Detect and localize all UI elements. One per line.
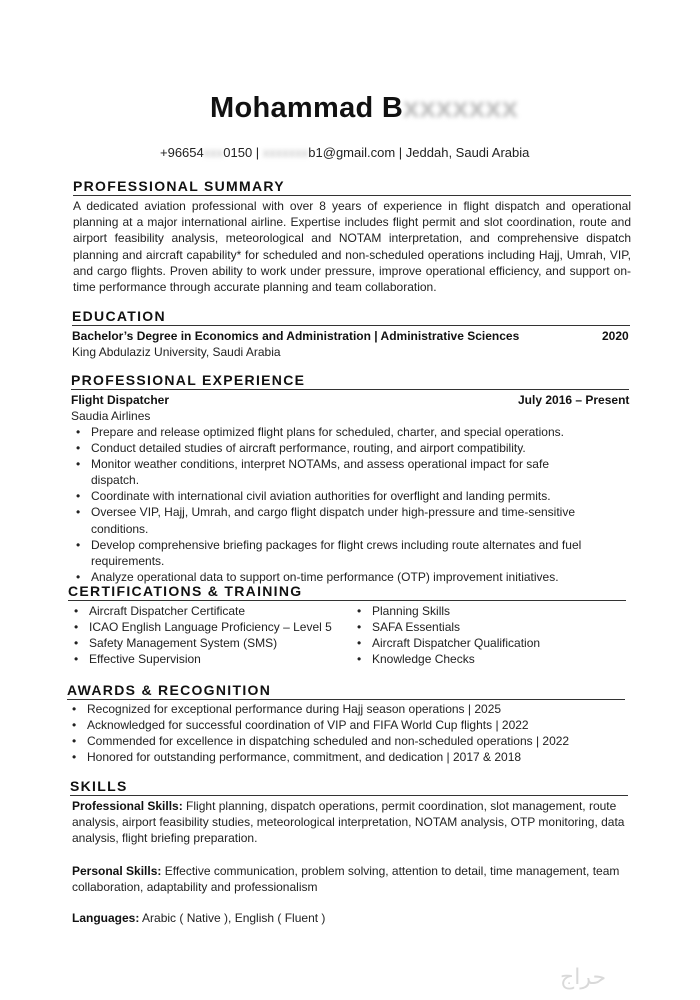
section-title-experience: PROFESSIONAL EXPERIENCE — [71, 372, 306, 388]
section-rule — [70, 795, 628, 796]
list-item: • SAFA Essentials — [353, 619, 613, 635]
list-item: • Oversee VIP, Hajj, Umrah, and cargo flight dispatch under high-pressure and time-sensitive conditions. — [72, 504, 590, 536]
awards-list — [68, 701, 628, 765]
job-company: Saudia Airlines — [71, 409, 151, 423]
section-rule — [68, 600, 626, 601]
section-title-education: EDUCATION — [72, 308, 166, 324]
email-redacted: xxxxxxx — [262, 145, 309, 160]
list-item: • Prepare and release optimized flight plans for scheduled, charter, and special operations. — [72, 424, 590, 440]
section-title-awards: AWARDS & RECOGNITION — [67, 682, 272, 698]
list-item: • Develop comprehensive briefing packages for flight crews including route alternates and fuel requirements. — [72, 537, 590, 569]
experience-bullets — [72, 424, 590, 585]
section-rule — [67, 699, 625, 700]
certifications-right — [353, 603, 613, 667]
job-dates: July 2016 – Present — [518, 393, 630, 407]
candidate-name: Mohammad Bxxxxxxx — [210, 92, 519, 124]
list-item: • Aircraft Dispatcher Certificate — [70, 603, 350, 619]
section-title-certifications: CERTIFICATIONS & TRAINING — [68, 583, 303, 599]
list-item: • Analyze operational data to support on-time performance (OTP) improvement initiatives. — [72, 569, 590, 585]
certifications-left — [70, 603, 350, 667]
list-item: • Monitor weather conditions, interpret NOTAMs, and assess operational impact for safe dispatch. — [72, 456, 590, 488]
list-item: • Effective Supervision — [70, 651, 350, 667]
school-name: King Abdulaziz University, Saudi Arabia — [72, 345, 281, 359]
contact-line: +96654xxx0150 | xxxxxxxb1@gmail.com | Jeddah, Saudi Arabia — [160, 145, 530, 160]
watermark-logo: حراج — [560, 965, 607, 990]
section-rule — [72, 325, 630, 326]
section-rule — [71, 389, 629, 390]
section-title-skills: SKILLS — [70, 778, 128, 794]
list-item: • Acknowledged for successful coordination of VIP and FIFA World Cup flights | 2022 — [68, 717, 628, 733]
languages: Languages: Arabic ( Native ), English ( Fluent ) — [72, 911, 326, 925]
list-item: • Safety Management System (SMS) — [70, 635, 350, 651]
phone-redacted: xxx — [203, 145, 224, 160]
section-title-summary: PROFESSIONAL SUMMARY — [73, 178, 285, 194]
job-role: Flight Dispatcher — [71, 393, 170, 407]
summary-text: A dedicated aviation professional with over 8 years of experience in flight dispatch and operational planning at a major international airline. Expertise includes flight permit and slot coordination, route and airport feasibility analysis, meteorological and NOTAM interpretation, and comprehensive dispatch planning and aircraft capability* for scheduled and non-scheduled operations including Hajj, Umrah, VIP, and cargo flights. Proven ability to work under pressure, improve operational efficiency, and support on-time performance through accurate planning and team collaboration. — [73, 199, 631, 295]
list-item: • Honored for outstanding performance, commitment, and dedication | 2017 & 2018 — [68, 749, 628, 765]
list-item: • Recognized for exceptional performance during Hajj season operations | 2025 — [68, 701, 628, 717]
degree-title: Bachelor’s Degree in Economics and Administration | Administrative Sciences — [72, 329, 520, 343]
degree-year: 2020 — [602, 329, 629, 343]
section-rule — [73, 195, 631, 196]
list-item: • Conduct detailed studies of aircraft performance, routing, and airport compatibility. — [72, 440, 590, 456]
list-item: • Knowledge Checks — [353, 651, 613, 667]
list-item: • Planning Skills — [353, 603, 613, 619]
list-item: • Commended for excellence in dispatching scheduled and non-scheduled operations | 2022 — [68, 733, 628, 749]
professional-skills: Professional Skills: Flight planning, dispatch operations, permit coordination, slot management, route analysis, airport feasibility studies, meteorological interpretation, NOTAM analysis, OTP monitoring, data analysis, flight briefing preparation. — [72, 799, 625, 846]
name-redacted: xxxxxxx — [403, 92, 519, 124]
list-item: • Aircraft Dispatcher Qualification — [353, 635, 613, 651]
list-item: • Coordinate with international civil aviation authorities for overflight and landing permits. — [72, 488, 590, 504]
personal-skills: Personal Skills: Effective communication, problem solving, attention to detail, time management, team collaboration, adaptability and professionalism — [72, 864, 620, 895]
list-item: • ICAO English Language Proficiency – Level 5 — [70, 619, 350, 635]
